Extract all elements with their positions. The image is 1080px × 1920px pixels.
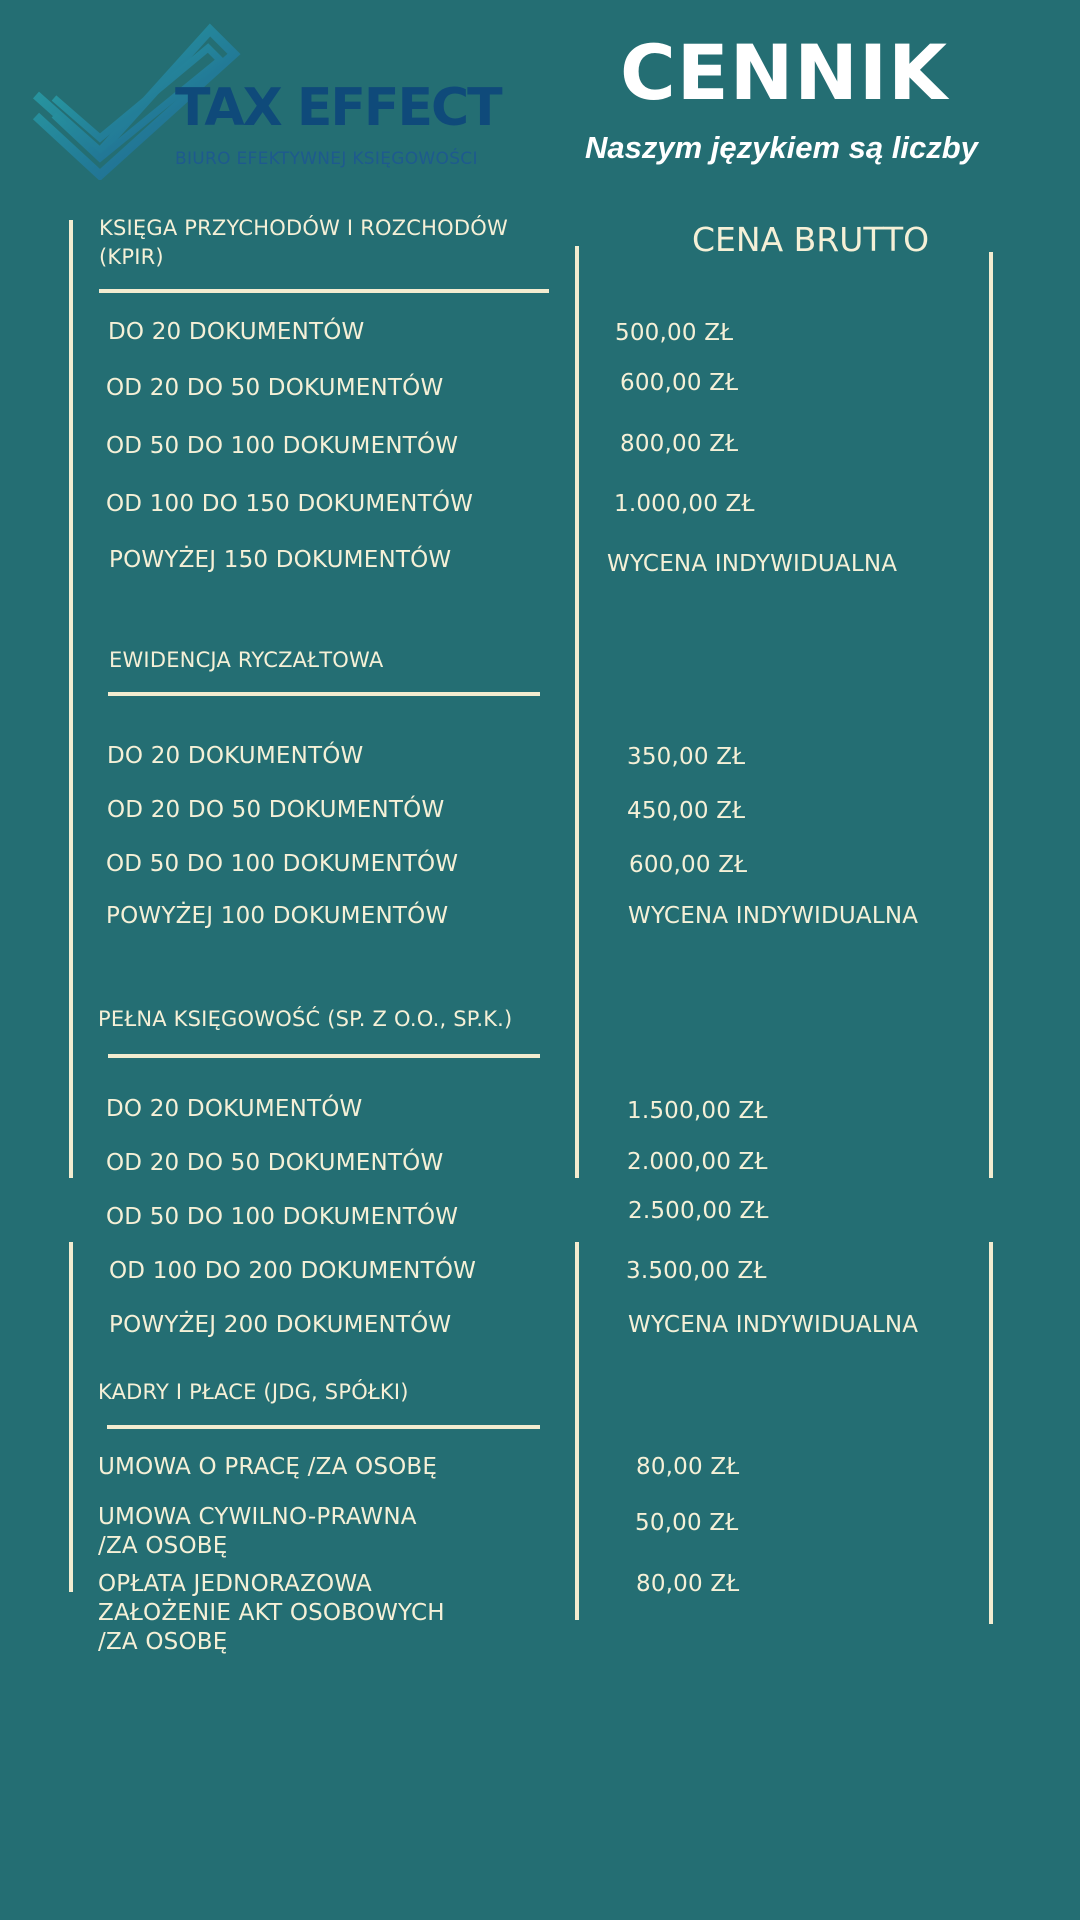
section-title-kadry-i-place: KADRY I PŁACE (JDG, SPÓŁKI) [98,1380,409,1404]
price-row-value: 80,00 ZŁ [636,1571,740,1597]
price-row-label: POWYŻEJ 200 DOKUMENTÓW [109,1312,452,1338]
price-row-value: 800,00 ZŁ [620,431,739,457]
section-underline-pelna-ksiegowosc [108,1054,540,1058]
section-underline-ryczalt [108,692,540,696]
table-border-right-bottom [989,1242,993,1624]
price-row-value: 2.000,00 ZŁ [627,1149,768,1175]
section-title-kpir: KSIĘGA PRZYCHODÓW I ROZCHODÓW (KPIR) [99,216,508,269]
price-row-label: DO 20 DOKUMENTÓW [106,1096,363,1122]
price-row-label: POWYŻEJ 150 DOKUMENTÓW [109,547,452,573]
price-row-value: 500,00 ZŁ [615,320,734,346]
brand-name: TAX EFFECT [175,78,501,138]
table-border-left-bottom [69,1242,73,1592]
price-row-label: OPŁATA JEDNORAZOWA ZAŁOŻENIE AKT OSOBOWYCH /ZA OSOBĘ [98,1571,445,1655]
price-row-value: 2.500,00 ZŁ [628,1198,769,1224]
price-row-value: WYCENA INDYWIDUALNA [628,1312,919,1338]
price-row-label: POWYŻEJ 100 DOKUMENTÓW [106,903,449,929]
page-title: CENNIK [620,28,949,117]
table-border-right-top [989,252,993,1178]
price-row-label: OD 50 DO 100 DOKUMENTÓW [106,433,459,459]
price-row-label: OD 20 DO 50 DOKUMENTÓW [106,375,444,401]
price-row-label: OD 100 DO 200 DOKUMENTÓW [109,1258,477,1284]
price-row-value: 450,00 ZŁ [627,798,746,824]
table-divider-top [575,246,579,1178]
tagline: Naszym językiem są liczby [585,130,978,165]
price-row-label: OD 100 DO 150 DOKUMENTÓW [106,491,474,517]
table-divider-bottom [575,1242,579,1620]
section-underline-kpir [99,289,549,293]
price-row-value: 350,00 ZŁ [627,744,746,770]
table-border-left-top [69,220,73,1178]
section-title-pelna-ksiegowosc: PEŁNA KSIĘGOWOŚĆ (SP. Z O.O., SP.K.) [98,1007,513,1031]
price-row-value: WYCENA INDYWIDUALNA [628,903,919,929]
brand-subtitle: BIURO EFEKTYWNEJ KSIĘGOWOŚCI [175,149,478,169]
price-row-value: 80,00 ZŁ [636,1454,740,1480]
price-row-value: 600,00 ZŁ [629,852,748,878]
price-row-value: 3.500,00 ZŁ [626,1258,767,1284]
price-row-label: OD 20 DO 50 DOKUMENTÓW [107,797,445,823]
price-row-value: 50,00 ZŁ [635,1510,739,1536]
price-row-label: UMOWA CYWILNO-PRAWNA /ZA OSOBĘ [98,1504,417,1559]
price-row-label: OD 50 DO 100 DOKUMENTÓW [106,1204,459,1230]
price-row-label: DO 20 DOKUMENTÓW [107,743,364,769]
price-row-label: UMOWA O PRACĘ /ZA OSOBĘ [98,1454,438,1480]
price-row-label: DO 20 DOKUMENTÓW [108,319,365,345]
section-title-ryczalt: EWIDENCJA RYCZAŁTOWA [109,648,384,672]
price-row-label: OD 50 DO 100 DOKUMENTÓW [106,851,459,877]
price-row-label: OD 20 DO 50 DOKUMENTÓW [106,1150,444,1176]
price-row-value: 1.000,00 ZŁ [614,491,755,517]
section-underline-kadry-i-place [107,1425,540,1429]
price-row-value: 600,00 ZŁ [620,370,739,396]
price-column-header: CENA BRUTTO [692,220,930,259]
price-row-value: 1.500,00 ZŁ [627,1098,768,1124]
price-row-value: WYCENA INDYWIDUALNA [607,551,898,577]
